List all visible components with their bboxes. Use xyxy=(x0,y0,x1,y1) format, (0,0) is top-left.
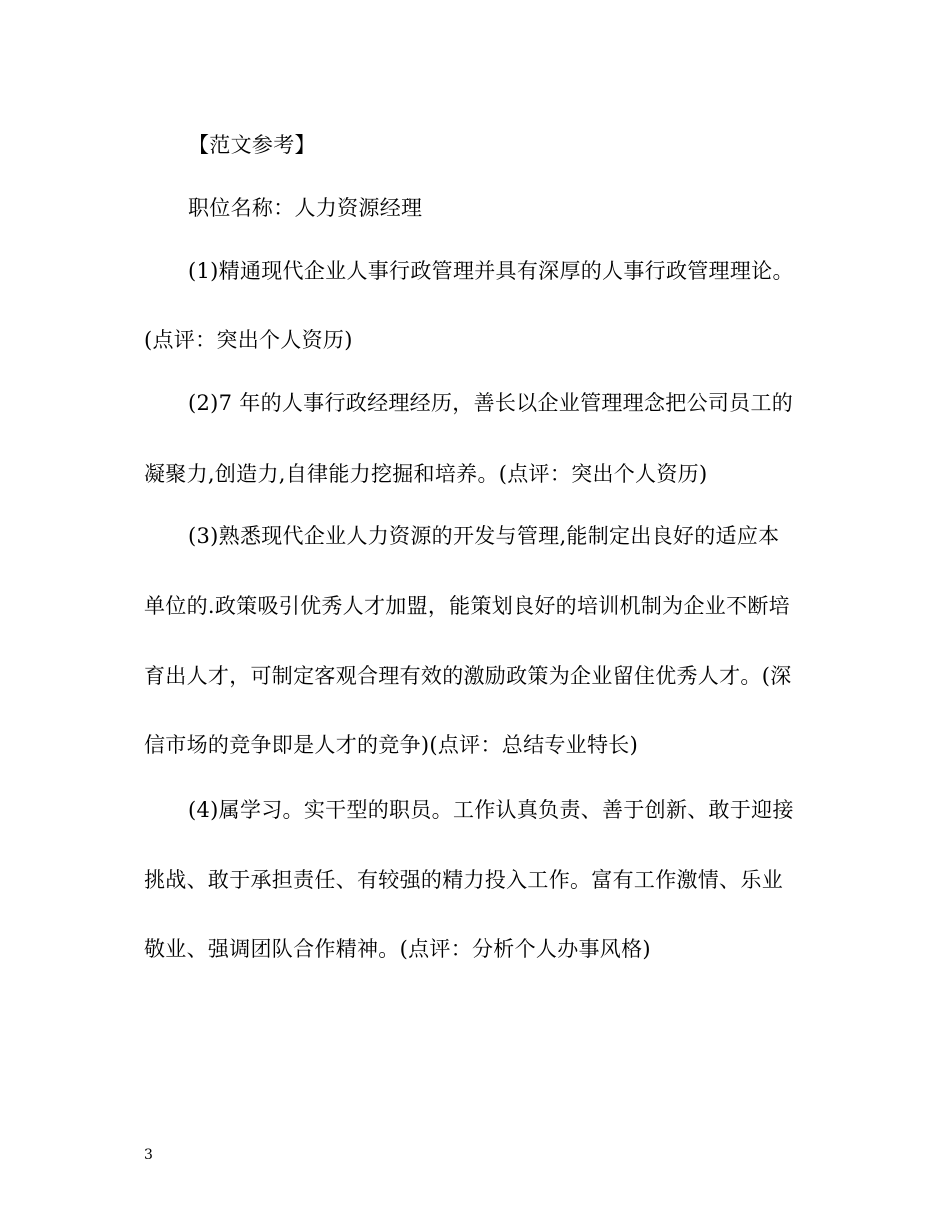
paragraph-4-line-1: (4)属学习。实干型的职员。工作认真负责、善于创新、敢于迎接 xyxy=(188,798,794,822)
paragraph-1-line-1: (1)精通现代企业人事行政管理并具有深厚的人事行政管理理论。 xyxy=(188,259,794,283)
paragraph-4-line-3: 敬业、强调团队合作精神。(点评：分析个人办事风格) xyxy=(144,937,651,961)
section-heading: 【范文参考】 xyxy=(188,133,316,157)
paragraph-2-line-1: (2)7 年的人事行政经理经历，善长以企业管理理念把公司员工的 xyxy=(188,391,794,415)
paragraph-1-line-2: (点评：突出个人资历) xyxy=(144,328,353,352)
paragraph-3-line-1: (3)熟悉现代企业人力资源的开发与管理,能制定出良好的适应本 xyxy=(188,524,780,548)
paragraph-3-line-4: 信市场的竞争即是人才的竞争)(点评：总结专业特长) xyxy=(144,733,639,757)
paragraph-3-line-3: 育出人才，可制定客观合理有效的激励政策为企业留住优秀人才。(深 xyxy=(144,664,792,688)
page-number: 3 xyxy=(144,1147,153,1163)
paragraph-4-line-2: 挑战、敢于承担责任、有较强的精力投入工作。富有工作激情、乐业 xyxy=(144,868,783,892)
paragraph-3-line-2: 单位的.政策吸引优秀人才加盟，能策划良好的培训机制为企业不断培 xyxy=(144,594,790,618)
job-title-line: 职位名称：人力资源经理 xyxy=(188,196,423,220)
paragraph-2-line-2: 凝聚力,创造力,自律能力挖掘和培养。(点评：突出个人资历) xyxy=(144,462,708,486)
